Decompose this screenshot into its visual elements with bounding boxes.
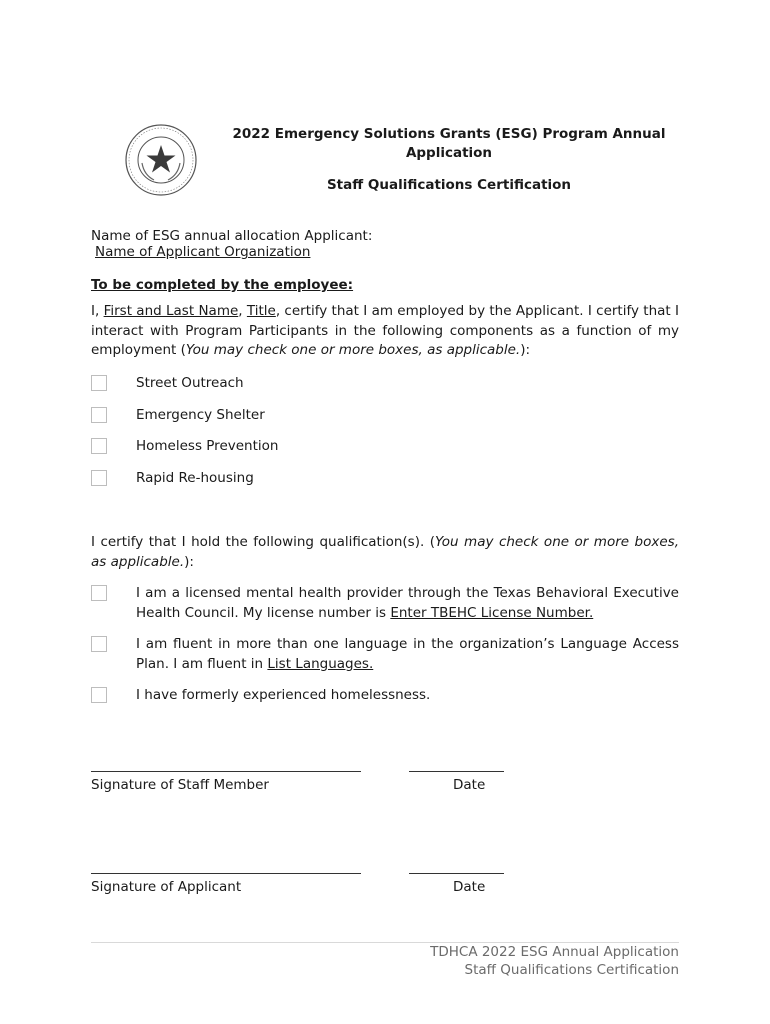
- emergency-shelter-label: Emergency Shelter: [136, 407, 265, 423]
- footer-line-1: TDHCA 2022 ESG Annual Application: [430, 944, 679, 960]
- applicant-date-label: Date: [453, 879, 486, 895]
- applicant-date-line[interactable]: [409, 873, 504, 874]
- applicant-name-field[interactable]: Name of Applicant Organization: [95, 244, 311, 260]
- intro-end-text: ):: [520, 342, 531, 358]
- licensed-provider-label: [136, 584, 679, 623]
- intro-italic-text: You may check one or more boxes, as applicable.: [185, 342, 521, 358]
- emergency-shelter-checkbox[interactable]: [91, 407, 107, 423]
- intro-text: I,: [91, 303, 104, 319]
- licensed-provider-text: I am a licensed mental health provider through the Texas Behavioral Executive Health Council. My license number is: [136, 585, 679, 621]
- title-line-1: 2022 Emergency Solutions Grants (ESG) Program Annual: [232, 126, 666, 142]
- intro-middle-text: , certify that I am employed by the Applicant. I certify that I interact with Program Participants in the following components as a function of my employment (: [91, 303, 679, 358]
- qualifications-intro-text: I certify that I hold the following qualification(s). (: [91, 534, 436, 550]
- licensed-provider-checkbox[interactable]: [91, 585, 107, 601]
- employee-certification-paragraph: [91, 302, 679, 361]
- title-field[interactable]: Title: [246, 303, 276, 319]
- formerly-homeless-label: I have formerly experienced homelessness.: [136, 687, 431, 703]
- street-outreach-label: Street Outreach: [136, 375, 244, 391]
- formerly-homeless-checkbox[interactable]: [91, 687, 107, 703]
- language-fluency-text: I am fluent in more than one language in the organization’s Language Access Plan. I am fluent in: [136, 636, 679, 672]
- staff-date-label: Date: [453, 777, 486, 793]
- document-title: [205, 125, 693, 163]
- street-outreach-checkbox[interactable]: [91, 375, 107, 391]
- document-subtitle: Staff Qualifications Certification: [326, 177, 572, 193]
- qualifications-end-text: ):: [184, 553, 194, 570]
- staff-signature-line[interactable]: [91, 771, 361, 772]
- applicant-label: Name of ESG annual allocation Applicant:: [91, 228, 373, 244]
- applicant-signature-label: Signature of Applicant: [91, 879, 242, 895]
- license-number-field[interactable]: Enter TBEHC License Number.: [390, 604, 594, 621]
- staff-signature-label: Signature of Staff Member: [91, 777, 269, 793]
- language-fluency-label: [136, 635, 679, 674]
- footer: [380, 944, 679, 979]
- qualifications-paragraph: [91, 533, 679, 572]
- footer-line-2: Staff Qualifications Certification: [464, 961, 679, 978]
- rapid-rehousing-label: Rapid Re-housing: [136, 470, 254, 486]
- first-last-name-field[interactable]: First and Last Name: [103, 303, 239, 319]
- employee-section-heading: To be completed by the employee:: [91, 277, 354, 293]
- staff-date-line[interactable]: [409, 771, 504, 772]
- languages-field[interactable]: List Languages.: [267, 655, 374, 672]
- homeless-prevention-checkbox[interactable]: [91, 438, 107, 454]
- footer-divider: [91, 942, 679, 943]
- language-fluency-checkbox[interactable]: [91, 636, 107, 652]
- texas-state-seal-icon: [124, 123, 198, 197]
- qualifications-italic-text: You may check one or more boxes, as applicable.: [91, 534, 679, 570]
- rapid-rehousing-checkbox[interactable]: [91, 470, 107, 486]
- applicant-signature-line[interactable]: [91, 873, 361, 874]
- homeless-prevention-label: Homeless Prevention: [136, 438, 279, 454]
- title-line-2: Application: [405, 145, 493, 161]
- intro-comma: ,: [238, 303, 247, 319]
